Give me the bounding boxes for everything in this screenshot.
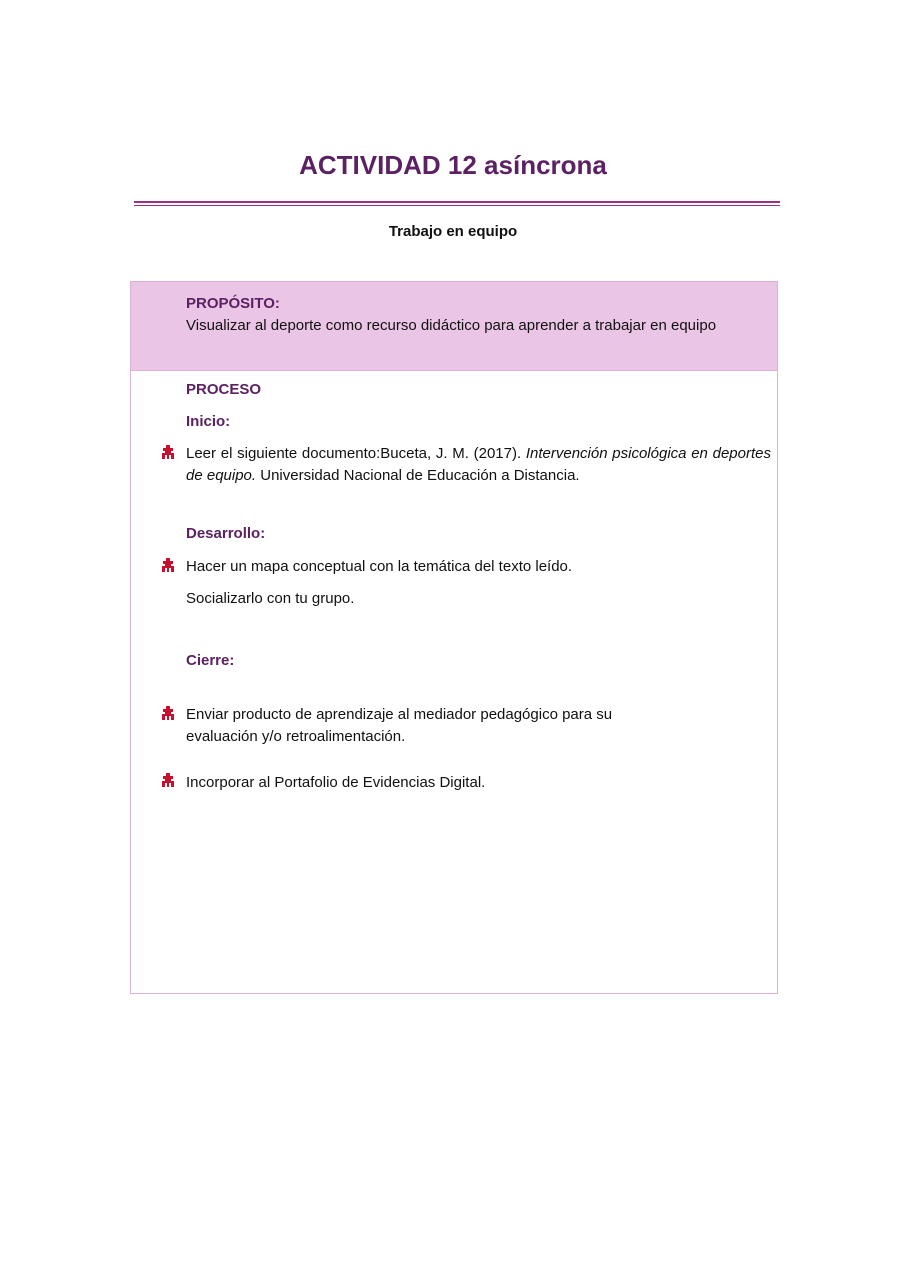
purpose-section (131, 282, 777, 371)
purpose-label: PROPÓSITO: (186, 295, 280, 312)
cierre-item-1-line-1: Enviar producto de aprendizaje al mediador pedagógico para su (186, 706, 613, 723)
red-figure-bullet-icon (160, 772, 176, 788)
red-figure-bullet-icon (160, 444, 176, 460)
desarrollo-item-2: Socializarlo con tu grupo. (186, 590, 355, 607)
page-title: ACTIVIDAD 12 asíncrona (299, 150, 607, 180)
cierre-item-1 (186, 704, 612, 748)
purpose-text: Visualizar al deporte como recurso didáctico para aprender a trabajar en equipo (186, 317, 717, 334)
inicio-item-suffix: Universidad Nacional de Educación a Distancia. (256, 467, 580, 484)
desarrollo-item-1: Hacer un mapa conceptual con la temática del texto leído. (186, 558, 573, 575)
inicio-label: Inicio: (186, 413, 231, 430)
cierre-item-2: Incorporar al Portafolio de Evidencias Digital. (186, 774, 486, 791)
inicio-item (186, 443, 771, 487)
cierre-label: Cierre: (186, 652, 235, 669)
cierre-item-1-line-2: evaluación y/o retroalimentación. (186, 728, 406, 745)
process-label: PROCESO (186, 381, 262, 398)
red-figure-bullet-icon (160, 705, 176, 721)
inicio-item-title: Intervención psicológica en deportes de equipo. (186, 445, 771, 484)
inicio-item-prefix: Leer el siguiente documento:Buceta, J. M. (2017). (186, 445, 526, 462)
page-subtitle: Trabajo en equipo (388, 223, 518, 240)
activity-box (130, 281, 778, 994)
red-figure-bullet-icon (160, 557, 176, 573)
title-divider (134, 201, 780, 206)
desarrollo-label: Desarrollo: (186, 525, 266, 542)
